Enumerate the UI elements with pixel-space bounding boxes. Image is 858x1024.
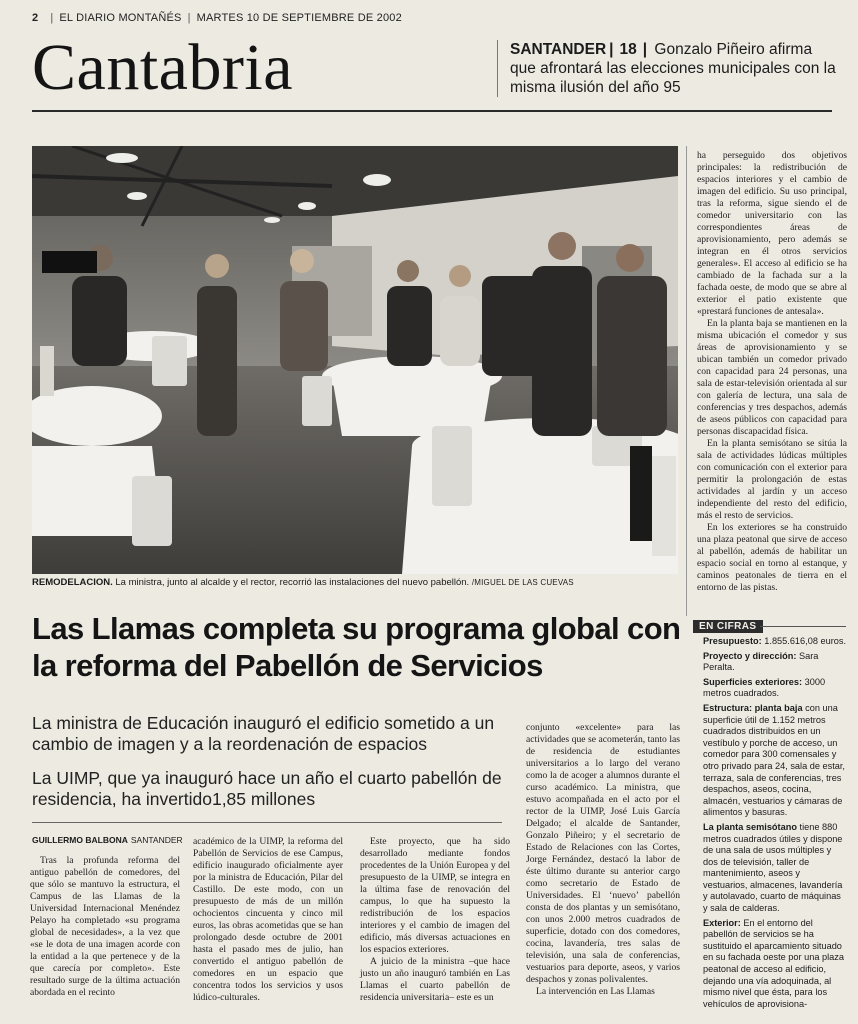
folio-line: 2 | EL DIARIO MONTAÑÉS | MARTES 10 DE SEPTIEMBRE DE 2002: [32, 12, 402, 24]
column-3-paragraph-2: A juicio de la ministra –que hace justo un año inauguró también en Las Llamas el cuarto pabellón de residencia universitaria– este es un: [360, 956, 510, 1003]
teaser-text: Gonzalo Piñeiro afirma que afrontará las elecciones municipales con la misma ilusión del año 95: [510, 41, 836, 96]
masthead-rule: [32, 110, 832, 112]
article-column-3: [360, 836, 510, 1004]
cifras-item: Exterior: En el entorno del pabellón de servicios se ha sustituido el aparcamiento situado en su fachada oeste por una plaza peatonal de acceso al edificio, dejando una vía adoquinada, al mismo nivel que ésta, para los vehículos de aprovisiona-: [703, 917, 844, 1009]
column-5-paragraph-2: En la planta baja se mantienen en la misma ubicación el comedor y sus áreas de aprovisionamiento y se ubican también un comedor privado con capacidad para 24 personas, una sala de estar-televisión orientada al sur con galería de lectura, una sala de conferencias y tres despachos, además de aseos públicos con capacidad para personas discapacidad física.: [697, 318, 847, 437]
column-2-paragraph: académico de la UIMP, la reforma del Pabellón de Servicios de ese Campus, edificio inaugurado oficialmente ayer por la ministra de Educación, Pilar del Castillo. De este modo, con un presupuesto de más de un millón ochocientos cincuenta y cinco mil euros, las obras acometidas que se han prolongado desde octubre de 2001 hasta el pasado mes de julio, han convertido el antiguo pabellón de comedores en un espacio que concentra todos los servicios y usos lúdico-culturales.: [193, 836, 343, 1003]
cifras-rule: [760, 626, 846, 627]
article-headline: Las Llamas completa su programa global con la reforma del Pabellón de Servicios: [32, 611, 681, 683]
article-column-5: [697, 150, 847, 594]
byline-author: GUILLERMO BALBONA: [32, 835, 128, 845]
article-subhead-2: La UIMP, que ya inauguró hace un año el cuarto pabellón de residencia, ha invertido1,85 millones: [32, 768, 502, 809]
teaser-box[interactable]: SANTANDER | 18 | Gonzalo Piñeiro afirma que afrontará las elecciones municipales con la misma ilusión del año 95: [497, 40, 837, 97]
newspaper-name: EL DIARIO MONTAÑÉS: [59, 12, 182, 24]
caption-text: La ministra, junto al alcalde y el rector, recorrió las instalaciones del nuevo pabellón.: [115, 577, 470, 588]
teaser-city: SANTANDER: [510, 41, 607, 58]
issue-date: MARTES 10 DE SEPTIEMBRE DE 2002: [196, 12, 402, 24]
photo-credit: /MIGUEL DE LAS CUEVAS: [471, 578, 574, 587]
column-4-paragraph-2: La intervención en Las Llamas: [536, 986, 655, 997]
cifras-box: [703, 636, 846, 1013]
byline-place: SANTANDER: [130, 835, 183, 845]
column-4-paragraph-1: conjunto «excelente» para las actividades que se acometerán, tanto las de residencia de estudiantes universitarios a lo largo del verano como la de acoger a alumnos durante el curso académico. La ministra, que estuvo acompañada en el acto por el rector de la UIMP, José Luis García Delgado; el alcalde de Santander, Gonzalo Piñeiro; y el secretario de Estado de Relaciones con las Cortes, Jorge Fernández, destacó la labor de éste último durante su anterior cargo como secretario de Estado de Universidades. El ‘nuevo’ pabellón consta de dos plantas y un semisótano, con unos 2.000 metros cuadrados de superficie, dotado con dos comedores, cocina, lavandería, tres salas de televisión, una sala de conferencias, vestuarios para deporte, aseos, y varios despachos y zonas polivalentes.: [526, 722, 680, 985]
column-5-paragraph-1: ha perseguido dos objetivos principales: la redistribución de espacios interiores y el cambio de imagen del edificio. Su uso principal, tras la reforma, sigue siendo el de comedor universitario con las correspondientes áreas de aprovisionamiento, pero además se integran en él otros servicios generales». El acceso al edificio se ha cambiado de la fachada sur a la fachada oeste, de modo que se abre al exterior el patio existente que «prestará funciones de antesala».: [697, 150, 847, 317]
article-column-2: [193, 836, 343, 1004]
subhead-rule: [32, 822, 502, 823]
column-3-paragraph-1: Este proyecto, que ha sido desarrollado mediante fondos procedentes de la Unión Europea y del presupuesto de la UIMP, se integra en la última fase de renovación del campus, lo que ha supuesto la redistribución de los espacios interiores y el cambio de imagen del edificio, más diversas actuaciones en los espacios exteriores.: [360, 836, 510, 955]
article-subhead-1: La ministra de Educación inauguró el edificio sometido a un cambio de imagen y a la reordenación de espacios: [32, 713, 495, 754]
news-photo: [32, 146, 678, 574]
cifras-item: Estructura: planta baja con una superficie útil de 1.152 metros cuadrados distribuidos en un vestíbulo y porche de acceso, un comedor para 300 comensales y otro privado para 24, sala de estar, terraza, sala de conferencias, tres despachos, aseos, cocina, almacén, vestuarios y cámaras de alimentos y basuras.: [703, 702, 845, 818]
article-column-1: Tras la profunda reforma del antiguo pabellón de comedores, del que sólo se mantuvo la estructura, el Campus de las Llamas de la Universidad Internacional Menéndez Pelayo ha completado «su programa global de necesidades», a la vez que «se le dota de una imagen acorde con la entidad a la que pertenece y de la que carecía por completo». Este resultado surge de la última actuación abordada en el recinto: [30, 855, 180, 998]
column-5-paragraph-3: En la planta semisótano se sitúa la sala de actividades lúdicas múltiples con comunicación con el exterior para permitir la prolongación de estas actividades al jardín y un acceso independiente del resto del edificio, más el resto de servicios.: [697, 438, 847, 521]
teaser-page: 18: [619, 41, 637, 58]
byline: [32, 835, 183, 845]
photo-illustration: [32, 146, 678, 574]
cifras-item: Proyecto y dirección: Sara Peralta.: [703, 650, 819, 673]
photo-caption: [32, 577, 682, 588]
section-title: Cantabria: [32, 31, 294, 104]
column-5-paragraph-4: En los exteriores se ha construido una plaza peatonal que sirve de acceso al pabellón, además de habilitar un espacio social en torno al estanque, y caminos peatonales de tierra en el entorno de las pistas.: [697, 522, 847, 593]
column-divider: [686, 146, 687, 616]
article-column-4: [526, 722, 680, 998]
cifras-item: La planta semisótano tiene 880 metros cuadrados útiles y dispone de una sala de usos múltiples y dos de televisión, taller de mantenimiento, aseos y vestuarios, almacenes, lavandería y autolavado, cuarto de máquinas y sala de calderas.: [703, 821, 843, 914]
page-number: 2: [32, 12, 39, 24]
cifras-item: Superficies exteriores: 3000 metros cuadrados.: [703, 676, 826, 699]
cifras-tag: EN CIFRAS: [693, 620, 763, 633]
cifras-item: Presupuesto: 1.855.616,08 euros.: [703, 636, 847, 646]
caption-label: REMODELACION.: [32, 577, 113, 588]
